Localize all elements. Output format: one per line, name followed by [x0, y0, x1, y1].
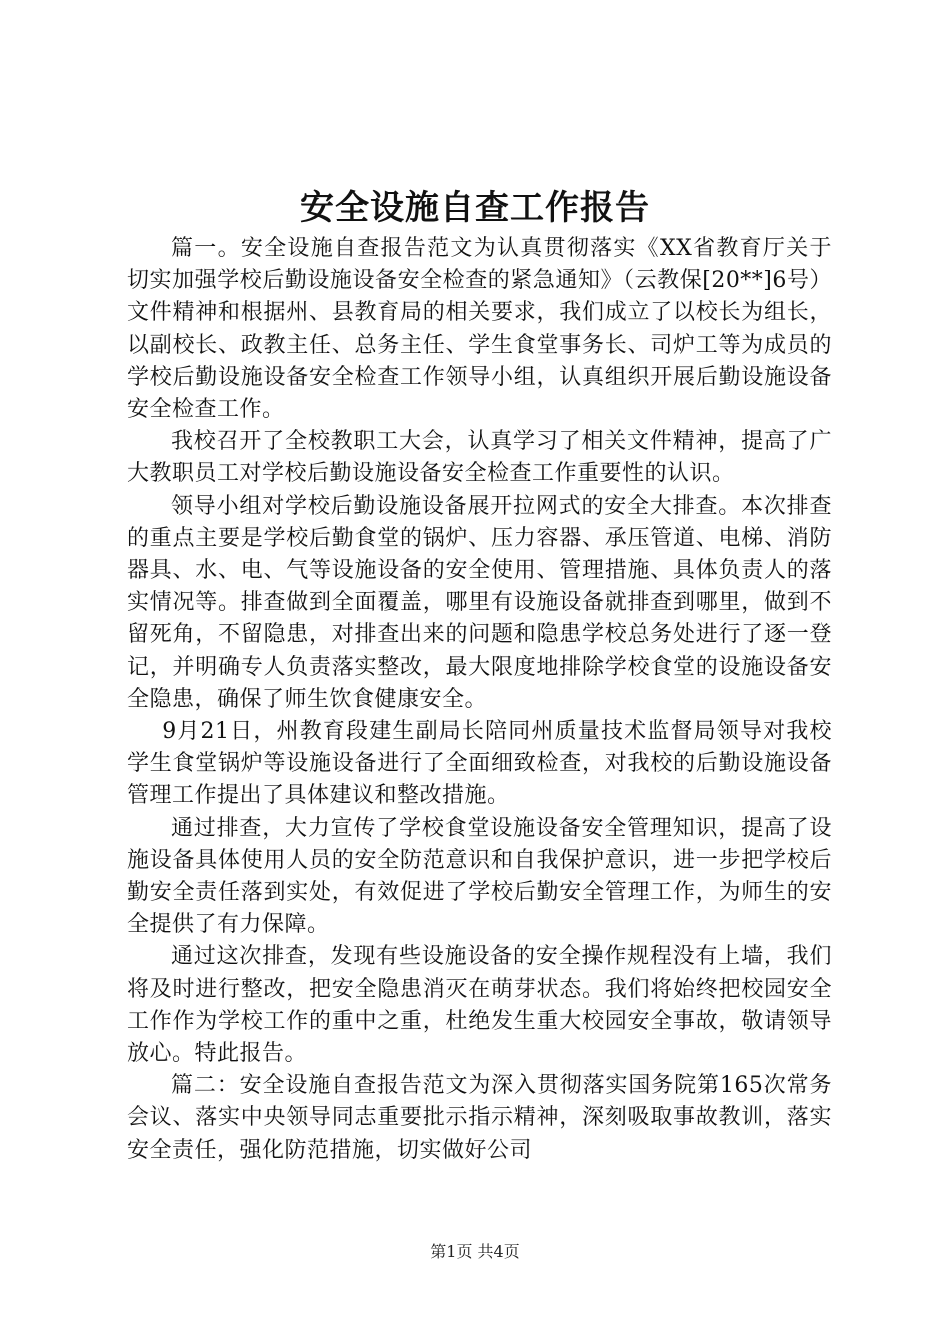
paragraph-2: 我校召开了全校教职工大会，认真学习了相关文件精神，提高了广大教职员工对学校后勤设施设备安全检查工作重要性的认识。 [127, 429, 832, 487]
paragraph-7: 篇二：安全设施自查报告范文为深入贯彻落实国务院第165次常务会议、落实中央领导同志重要批示指示精神，深刻吸取事故教训，落实安全责任，强化防范措施，切实做好公司 [127, 1073, 832, 1163]
paragraph-6: 通过这次排查，发现有些设施设备的安全操作规程没有上墙，我们将及时进行整改，把安全隐患消灭在萌芽状态。我们将始终把校园安全工作作为学校工作的重中之重，杜绝发生重大校园安全事故，敬请领导放心。特此报告。 [127, 944, 832, 1067]
page-number-footer: 第1页 共4页 [430, 1242, 520, 1261]
paragraph-1: 篇一。安全设施自查报告范文为认真贯彻落实《XX省教育厅关于切实加强学校后勤设施设备安全检查的紧急通知》（云教保[20**]6号）文件精神和根据州、县教育局的相关要求，我们成立了以校长为组长，以副校长、政教主任、总务主任、学生食堂事务长、司炉工等为成员的学校后勤设施设备安全检查工作领导小组，认真组织开展后勤设施设备安全检查工作。 [127, 236, 832, 423]
document-body [127, 233, 832, 1167]
document-title: 安全设施自查工作报告 [300, 188, 650, 228]
paragraph-5: 通过排查，大力宣传了学校食堂设施设备安全管理知识，提高了设施设备具体使用人员的安全防范意识和自我保护意识，进一步把学校后勤安全责任落到实处，有效促进了学校后勤安全管理工作，为师生的安全提供了有力保障。 [127, 815, 832, 938]
paragraph-3: 领导小组对学校后勤设施设备展开拉网式的安全大排查。本次排查的重点主要是学校后勤食堂的锅炉、压力容器、承压管道、电梯、消防器具、水、电、气等设施设备的安全使用、管理措施、具体负责人的落实情况等。排查做到全面覆盖，哪里有设施设备就排查到哪里，做到不留死角，不留隐患，对排查出来的问题和隐患学校总务处进行了逐一登记，并明确专人负责落实整改，最大限度地排除学校食堂的设施设备安全隐患，确保了师生饮食健康安全。 [127, 493, 832, 712]
paragraph-4: 9月21日，州教育段建生副局长陪同州质量技术监督局领导对我校学生食堂锅炉等设施设备进行了全面细致检查，对我校的后勤设施设备管理工作提出了具体建议和整改措施。 [127, 719, 832, 809]
